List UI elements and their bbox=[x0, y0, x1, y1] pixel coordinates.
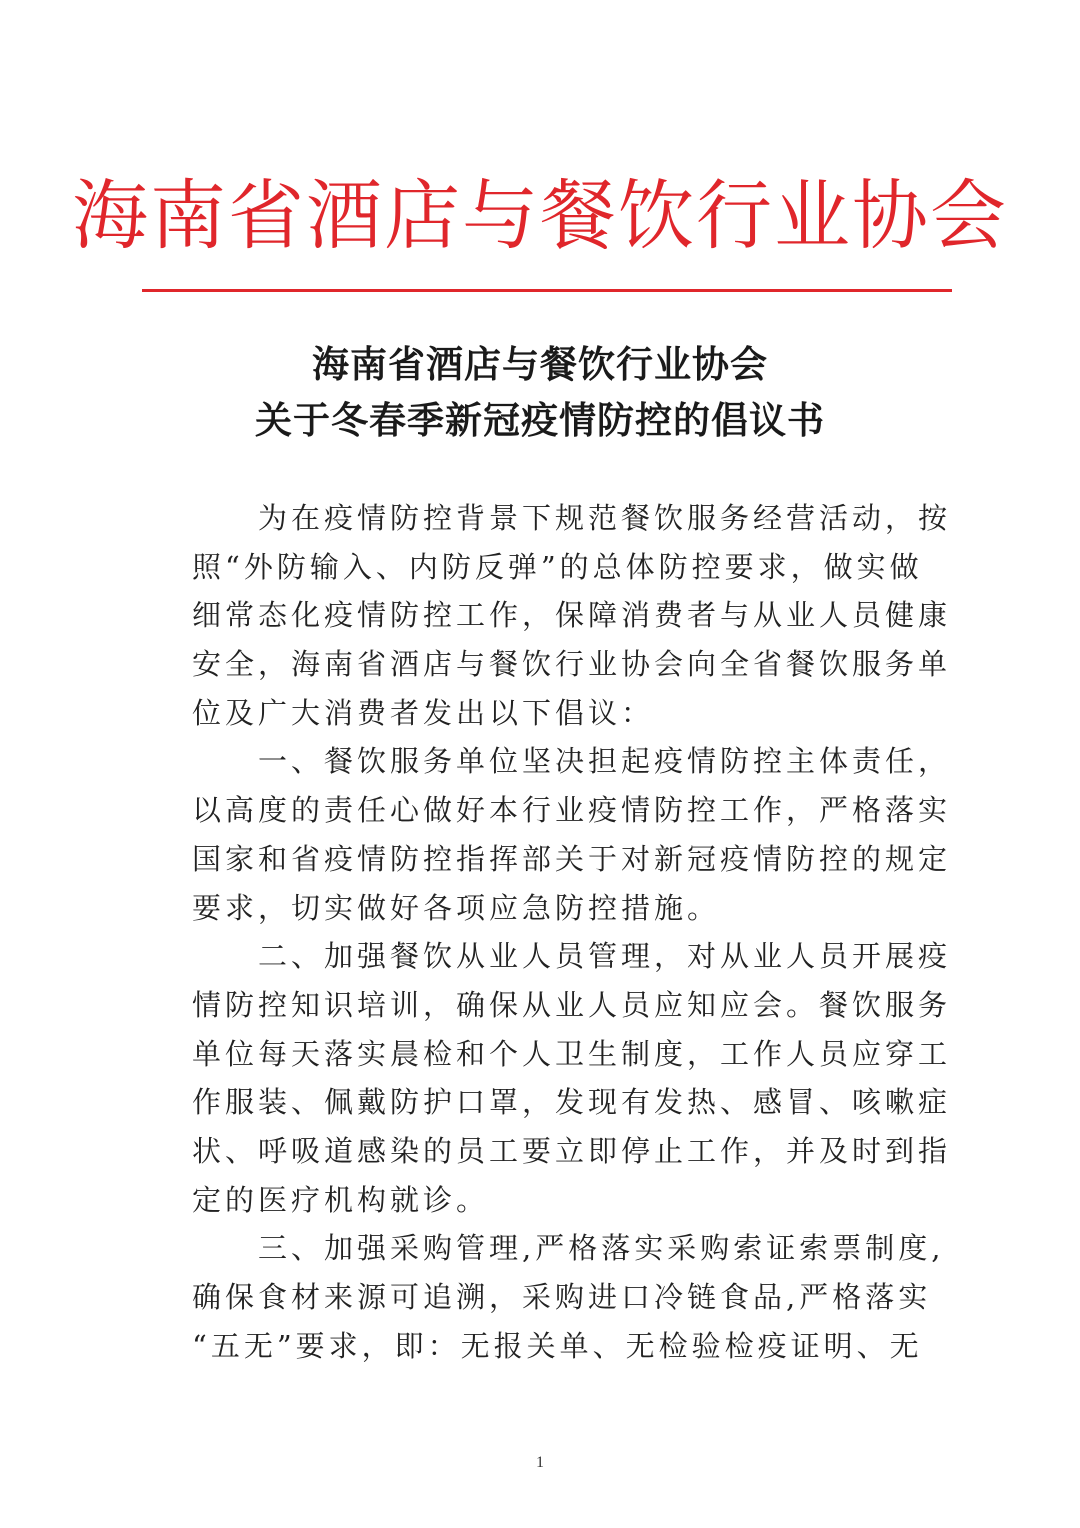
body-line: 定的医疗机构就诊。 bbox=[192, 1182, 490, 1217]
body-line: 为在疫情防控背景下规范餐饮服务经营活动，按 bbox=[258, 501, 952, 535]
masthead-divider bbox=[142, 289, 952, 292]
body-line: 位及广大消费者发出以下倡议： bbox=[192, 695, 655, 730]
body-line: 情防控知识培训，确保从业人员应知应会。餐饮服务 bbox=[192, 987, 952, 1022]
body-line: 确保食材来源可追溯，采购进口冷链食品,严格落实 bbox=[192, 1280, 932, 1314]
body-line: “五无”要求，即：无报关单、无检验检疫证明、无 bbox=[192, 1328, 923, 1363]
document-title-line-2: 关于冬春季新冠疫情防控的倡议书 bbox=[255, 399, 825, 442]
body-line: 国家和省疫情防控指挥部关于对新冠疫情防控的规定 bbox=[192, 841, 952, 876]
body-line: 要求，切实做好各项应急防控措施。 bbox=[192, 890, 721, 925]
body-line: 一、餐饮服务单位坚决担起疫情防控主体责任， bbox=[258, 744, 952, 779]
body-line: 状、呼吸道感染的员工要立即停止工作，并及时到指 bbox=[192, 1133, 952, 1168]
body-line: 以高度的责任心做好本行业疫情防控工作，严格落实 bbox=[192, 793, 952, 828]
body-line: 二、加强餐饮从业人员管理，对从业人员开展疫 bbox=[258, 939, 952, 974]
document-title-line-1: 海南省酒店与餐饮行业协会 bbox=[312, 343, 768, 386]
masthead-title: 海南省酒店与餐饮行业协会 bbox=[72, 171, 1008, 260]
page-number: 1 bbox=[536, 1454, 544, 1471]
body-line: 三、加强采购管理,严格落实采购索证索票制度, bbox=[258, 1231, 945, 1266]
document-body bbox=[192, 494, 952, 1370]
body-line: 照“外防输入、内防反弹”的总体防控要求，做实做 bbox=[192, 549, 923, 584]
body-line: 作服装、佩戴防护口罩，发现有发热、感冒、咳嗽症 bbox=[192, 1085, 952, 1120]
body-line: 单位每天落实晨检和个人卫生制度，工作人员应穿工 bbox=[192, 1036, 952, 1071]
body-line: 细常态化疫情防控工作，保障消费者与从业人员健康 bbox=[192, 598, 952, 633]
body-line: 安全，海南省酒店与餐饮行业协会向全省餐饮服务单 bbox=[192, 647, 952, 682]
